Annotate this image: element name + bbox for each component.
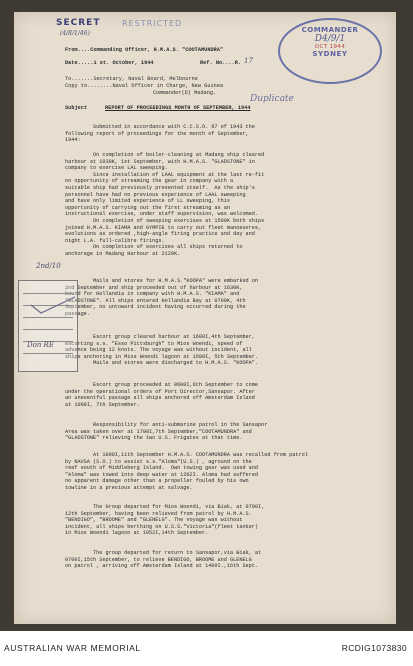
to-line: To.......Secretary, Naval Board, Melbourne bbox=[65, 76, 198, 82]
paragraph-mails-stores: Mails and stores for H.M.A.S."KOOPA" were embarked on 2nd September and ship proceeded out of harbour at 1630K, bound for Hollandia in company with H.M.A.S. "KIAMA" and "GLADSTONE". All ships entered Hollandia Bay at 0700K, 4th September, no untoward incident having occurred during the passage. bbox=[65, 278, 259, 317]
subject-line: REPORT OF PROCEEDINGS MONTH OF SEPTEMBER, 1944 bbox=[105, 105, 251, 111]
stamp-line-2: D4/9/1 bbox=[314, 34, 346, 44]
stamp-line-1: COMMANDER bbox=[301, 26, 359, 34]
archive-record-id: RCDIG1073830 bbox=[341, 643, 407, 653]
stamp-date: OCT 1944 bbox=[314, 44, 346, 50]
paragraph-sansapor: Escort group proceeded at 0600I,6th September to come under the operational orders of Port Director,Sansapor. After an uneventful passage all ships anchored off Amsterdam Island at 1000I, 7th September. bbox=[65, 382, 259, 408]
date-line: Date.....1 st. October, 1944 bbox=[65, 60, 154, 66]
subject-label: Subject bbox=[65, 105, 88, 111]
paragraph-patrol: Responsibility for anti-submarine patrol in the Sansapor Area was taken over at 1700I,7th September,"COOTAMUNDRA" and "GLADSTONE" relieving the two U.S. Frigates at that time. bbox=[65, 422, 268, 442]
document-page bbox=[14, 12, 396, 624]
restricted-stamp: RESTRICTED bbox=[122, 19, 183, 28]
paragraph-escort-group: Escort group cleared harbour at 1600I,4th September, escorting s.s. "Esso Pittsburgh" to Mios Woendi, speed of advance being 12 knots. The voyage was without incident, all ships anchoring in Mios Woendi lagoon at 1600I, 5th September. Mails and stores were discharged to H.M.A.S. "KOOPA". bbox=[65, 334, 259, 367]
paragraph-intro: Submitted in accordance with C.C.S.O. 97 of 1943 the following report of proceedings for the month of September, 1944: bbox=[65, 124, 255, 144]
routing-stamp bbox=[18, 280, 78, 372]
archive-name: AUSTRALIAN WAR MEMORIAL bbox=[4, 643, 141, 653]
copy-line: Copy to........Naval Officer in Charge, New Guinea bbox=[65, 83, 224, 89]
paragraph-aloma: At 1000I,11th September H.M.A.S. COOTAMUNDRA was recalled from patrol by NAVSA (S.O.) to assist s.s."Aloma"(U.S.) , aground on the reef south of Middleberg Island. Own towing gear was used and "Aloma" was towed into deep water at 1202I. Aloma had suffered no apparent damage other than a propeller fouled by his own towline in a previous attempt at salvage. bbox=[65, 452, 308, 491]
stamp-rule bbox=[23, 293, 73, 294]
handwritten-margin-note: 2nd/10 bbox=[36, 262, 61, 270]
handwritten-ref-number: 17 bbox=[244, 57, 253, 65]
stamp-line-4: SYDNEY bbox=[312, 50, 348, 58]
from-line: From....Commanding Officer, H.M.A.S. "COOTAMUNDRA" bbox=[65, 47, 224, 53]
stamp-rule bbox=[23, 317, 73, 318]
copy-line-2: Commander(D) Madang. bbox=[153, 90, 217, 96]
ref-line: Ref. No....R. bbox=[200, 60, 242, 66]
tick-mark-icon bbox=[29, 295, 79, 315]
routing-stamp-initials: Don RE bbox=[27, 341, 54, 349]
commander-received-stamp bbox=[278, 18, 382, 84]
secret-stamp: SECRET bbox=[56, 18, 101, 28]
paragraph-mios-woendi: The Group departed for Mios Woendi, via Biak, at 0700I, 12th September, having been relieved from patrol by H.M.A.S. "BENDIGO", "BROOME" and "GLENELG". The voyage was without incident, all ships berthing on U.S.S."Victoria"(fleet tanker) in Mios Woendi lagoon at 1052I,14th September. bbox=[65, 504, 265, 537]
handwritten-file-ref: (4/8/1/46) bbox=[60, 30, 90, 37]
paragraph-return-sansapor: The group departed for return to Sansapor,via Biak, at 0700I,15th September, to relieve BENDIGO, BROOME and GLENELG on patrol , arriving off Amsterdam Island at 1400I.,16th Sept. bbox=[65, 550, 262, 570]
paragraph-boiler-cleaning: On completion of boiler-cleaning at Madang ship cleared harbour at 1030K, 1st September, with H.M.A.S. "GLADSTONE" in company to exercise LAL sweeping. Since installation of LAAL equipment at the last re-fit no opportunity of streaming the gear in company with a suitable ship had previously presented itself. As the ship's personnel have had no previous experience of LAAL sweeping and have only limited experience of LL sweeping, this opportunity of carrying out the first streaming as an instructional exercise, under staff supervision, was welcomed. On completion of sweeping exercises at 1500K both ships joined H.M.A.S. KIAMA and GYMPIE to carry out fleet manoeuvres, evolutions as ordered ,high-angle firing practice and day and night L.A. full-calibre firings. On completion of exercises all ships returned to anchorage in Madang Harbour at 2120K. bbox=[65, 152, 265, 257]
stamp-rule bbox=[23, 329, 73, 330]
stamp-rule bbox=[23, 353, 73, 354]
handwritten-duplicate: Duplicate bbox=[250, 94, 294, 104]
